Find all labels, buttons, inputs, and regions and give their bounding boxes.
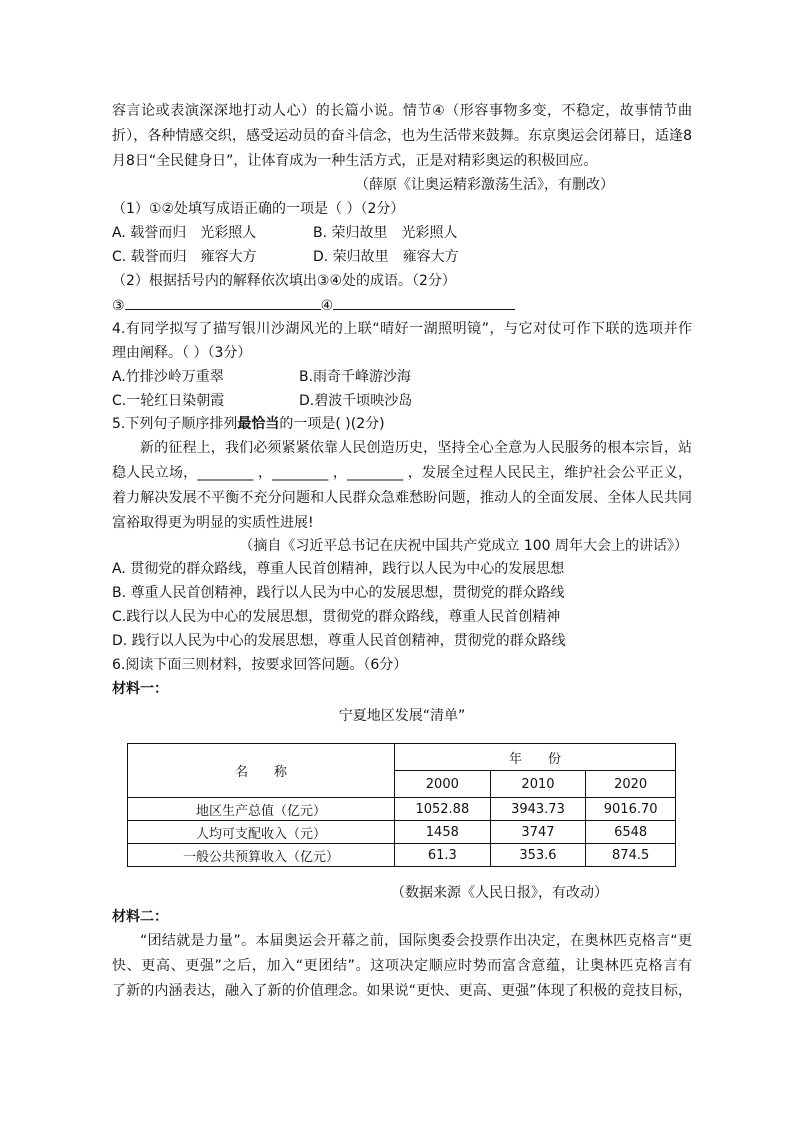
q5-option-b[interactable]: B. 尊重人民首创精神，践行以人民为中心的发展思想，贯彻党的群众路线 [112, 585, 565, 601]
table-row-label: 地区生产总值（亿元） [128, 798, 395, 821]
passage-source: （薛原《让奥运精彩激荡生活》，有删改） [355, 177, 614, 193]
q4-option-c[interactable]: C.一轮红日染朝霞 [112, 393, 225, 409]
material-2-line: “团结就是力量”。本届奥运会开幕之前，国际奥委会投票作出决定，在奥林匹克格言“更 [140, 933, 692, 949]
table-row-label: 一般公共预算收入（亿元） [128, 844, 395, 867]
q5-stem-post: 的一项是( )(2分) [279, 416, 385, 432]
q4-option-a[interactable]: A.竹排沙岭万重翠 [112, 369, 224, 385]
material-1-label: 材料一： [112, 681, 168, 697]
q5-stem-pre: 5.下列句子顺序排列 [112, 416, 238, 432]
table-cell: 3747 [490, 821, 586, 844]
table-cell: 6548 [586, 821, 676, 844]
table-cell: 1458 [395, 821, 491, 844]
table-cell: 61.3 [395, 844, 491, 867]
passage-line: 折），各种情感交织，感受运动员的奋斗信念，也为生活带来鼓舞。东京奥运会闭幕日，适逢8 [112, 128, 692, 144]
table-cell: 874.5 [586, 844, 676, 867]
table-header-year: 年 份 [395, 744, 676, 771]
q5-passage-line: 富裕取得更为明显的实质性进展! [112, 515, 314, 531]
q5-source: （摘自《习近平总书记在庆祝中国共产党成立 100 周年大会上的讲话》） [239, 538, 688, 554]
q5-passage-line: 新的征程上，我们必须紧紧依靠人民创造历史，坚持全心全意为人民服务的根本宗旨，站 [140, 440, 692, 456]
table-header-row [128, 744, 676, 771]
q3-blanks [112, 295, 692, 316]
q3-option-d[interactable]: D. 荣归故里 雍容大方 [313, 249, 459, 265]
table-source: （数据来源《人民日报》，有改动） [391, 885, 608, 901]
q3-sub1: （1）①②处填写成语正确的一项是（ ）（2分） [112, 201, 405, 217]
passage-line: 月8日“全民健身日”，让体育成为一种生活方式，正是对精彩奥运的积极回应。 [112, 153, 598, 169]
q6-stem: 6.阅读下面三则材料，按要求回答问题。（6分） [112, 657, 408, 673]
q4-options-ab [112, 367, 692, 387]
table-cell: 9016.70 [586, 798, 676, 821]
q5-passage-line: 稳人民立场，________ ，________ ，________ ，发展全过程人民民主，维护社会公平正义， [112, 465, 692, 481]
material-2-line: 快、更高、更强”之后，加入“更团结”。这项决定顺应时势而富含意蕴，让奥林匹克格言有 [112, 958, 692, 974]
material-2-label: 材料二： [112, 909, 168, 925]
q4-option-b[interactable]: B.雨奇千峰游沙海 [299, 369, 412, 385]
q5-option-c[interactable]: C.践行以人民为中心的发展思想，贯彻党的群众路线，尊重人民首创精神 [112, 609, 561, 625]
q3-options-cd [112, 247, 692, 267]
table-cell: 353.6 [490, 844, 586, 867]
table-header-name: 名 称 [128, 744, 395, 798]
passage-line: 容言论或表演深深地打动人心）的长篇小说。情节④（形容事物多变，不稳定，故事情节曲 [112, 103, 692, 119]
blank-3-input[interactable] [125, 295, 321, 310]
q5-option-a[interactable]: A. 贯彻党的群众路线，尊重人民首创精神，践行以人民为中心的发展思想 [112, 561, 565, 577]
table-cell: 1052.88 [395, 798, 491, 821]
table-title: 宁夏地区发展“清单” [338, 708, 466, 724]
material-2-line: 了新的内涵表达，融入了新的价值理念。如果说“更快、更高、更强”体现了积极的竞技目标， [112, 983, 692, 999]
table-year-cell: 2010 [490, 771, 586, 798]
table-year-cell: 2020 [586, 771, 676, 798]
q4-options-cd [112, 391, 692, 411]
q5-stem [112, 414, 692, 434]
table-row [128, 798, 676, 821]
table-cell: 3943.73 [490, 798, 586, 821]
q5-option-d[interactable]: D. 践行以人民为中心的发展思想，尊重人民首创精神，贯彻党的群众路线 [112, 633, 566, 649]
blank-4-label: ④ [320, 298, 334, 314]
table-row-label: 人均可支配收入（元） [128, 821, 395, 844]
data-table [127, 743, 676, 867]
q3-option-a[interactable]: A. 载誉而归 光彩照人 [112, 225, 257, 241]
q4-stem-2: 理由阐释。（ ）（3分） [112, 345, 252, 361]
q3-options-ab [112, 223, 692, 243]
table-year-cell: 2000 [395, 771, 491, 798]
table-row [128, 844, 676, 867]
q5-stem-emphasis: 最恰当 [237, 416, 280, 432]
blank-3-label: ③ [112, 298, 125, 314]
table-row [128, 821, 676, 844]
blank-4-input[interactable] [333, 295, 515, 310]
q4-stem: 4.有同学拟写了描写银川沙湖风光的上联“晴好一湖照明镜”，与它对仗可作下联的选项并作 [112, 321, 692, 337]
q3-sub2: （2）根据括号内的解释依次填出③④处的成语。（2分） [112, 273, 456, 289]
q5-passage-line: 着力解决发展不平衡不充分问题和人民群众急难愁盼问题，推动人的全面发展、全体人民共同 [112, 490, 692, 506]
q4-option-d[interactable]: D.碧波千顷映沙岛 [299, 393, 413, 409]
q3-option-b[interactable]: B. 荣归故里 光彩照人 [313, 225, 458, 241]
q3-option-c[interactable]: C. 载誉而归 雍容大方 [112, 249, 257, 265]
